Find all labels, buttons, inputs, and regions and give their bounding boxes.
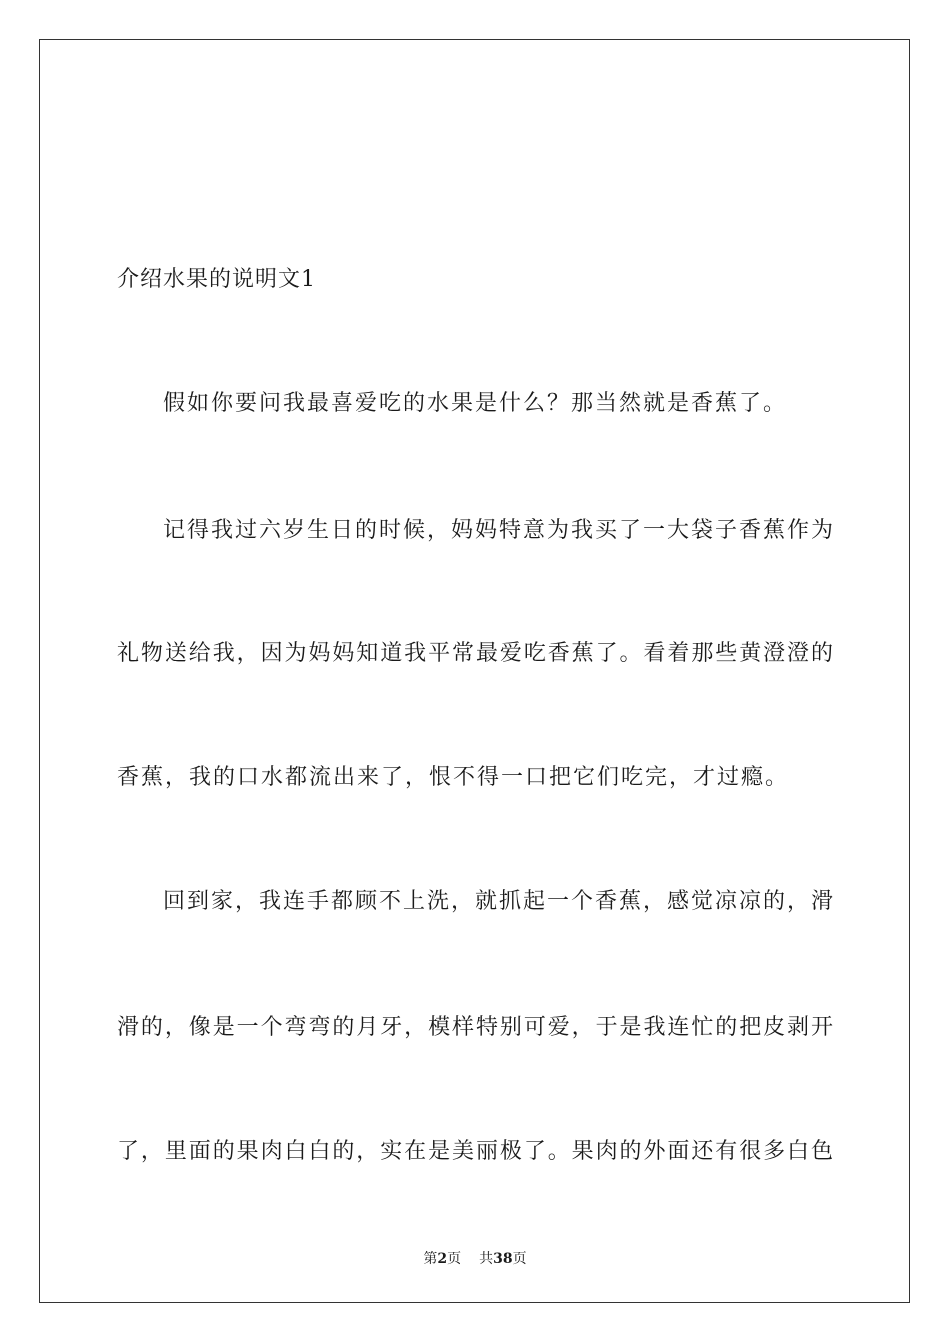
footer-total-number: 38: [493, 1251, 513, 1267]
footer-page-prefix: 第: [423, 1251, 438, 1267]
paragraph-line: 回到家，我连手都顾不上洗，就抓起一个香蕉，感觉凉凉的，滑: [163, 889, 833, 914]
footer-page-suffix: 页: [447, 1251, 462, 1267]
footer-total-prefix: 共: [479, 1251, 494, 1267]
footer-total-suffix: 页: [512, 1251, 527, 1267]
paragraph-line: 香蕉，我的口水都流出来了，恨不得一口把它们吃完，才过瘾。: [117, 765, 790, 790]
paragraph-line: 了，里面的果肉白白的，实在是美丽极了。果肉的外面还有很多白色: [117, 1139, 833, 1164]
paragraph-line: 假如你要问我最喜爱吃的水果是什么？那当然就是香蕉了。: [163, 391, 788, 416]
page-frame: [39, 39, 910, 1303]
document-title: 介绍水果的说明文1: [117, 267, 316, 292]
paragraph-line: 记得我过六岁生日的时候，妈妈特意为我买了一大袋子香蕉作为: [163, 518, 833, 543]
paragraph-line: 礼物送给我，因为妈妈知道我平常最爱吃香蕉了。看着那些黄澄澄的: [117, 641, 833, 666]
footer-page-number: 2: [437, 1251, 448, 1267]
paragraph-line: 滑的，像是一个弯弯的月牙，模样特别可爱，于是我连忙的把皮剥开: [117, 1015, 833, 1040]
page-footer: [0, 1248, 950, 1268]
